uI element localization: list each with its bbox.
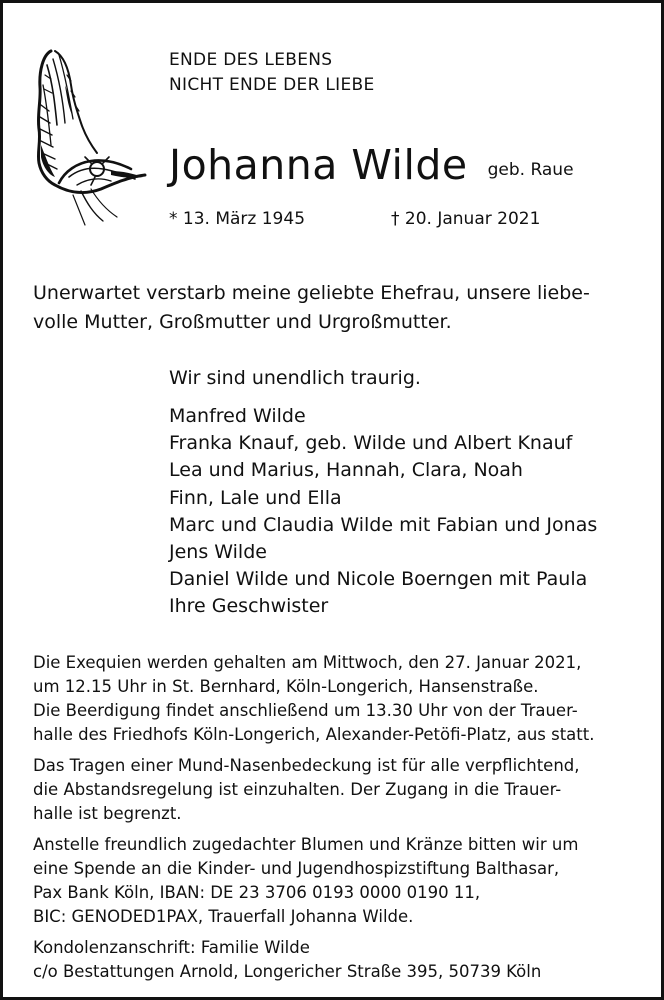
text-line: BIC: GENODED1PAX, Trauerfall Johanna Wilde. (33, 907, 414, 926)
service-paragraph (33, 651, 643, 747)
mourner-entry: Lea und Marius, Hannah, Clara, Noah (169, 459, 523, 482)
deceased-name-line (169, 141, 574, 189)
text-line: Kondolenzanschrift: Familie Wilde (33, 938, 310, 957)
birth-date: * 13. März 1945 (169, 209, 306, 229)
condolence-paragraph (33, 936, 643, 984)
details-section (33, 651, 643, 991)
text-line: c/o Bestattungen Arnold, Longericher Straße 395, 50739 Köln (33, 962, 542, 981)
maiden-name: geb. Raue (487, 160, 574, 180)
intro-line: Unerwartet verstarb meine geliebte Ehefrau, unsere liebe- (33, 282, 590, 304)
text-line: halle des Friedhofs Köln-Longerich, Alexander-Petöfi-Platz, aus statt. (33, 725, 595, 744)
text-line: Die Beerdigung findet anschließend um 13.30 Uhr von der Trauer- (33, 701, 578, 720)
mourner-entry: Jens Wilde (169, 541, 267, 564)
mourner-entry: Finn, Lale und Ella (169, 486, 342, 509)
mourning-statement: Wir sind unendlich traurig. (169, 367, 421, 389)
mourner-entry: Marc und Claudia Wilde mit Fabian und Jonas (169, 513, 598, 536)
text-line: halle ist begrenzt. (33, 804, 182, 823)
text-line: Die Exequien werden gehalten am Mittwoch, den 27. Januar 2021, (33, 653, 582, 672)
intro-text (33, 279, 643, 337)
mourner-entry: Daniel Wilde und Nicole Boerngen mit Paula (169, 568, 588, 591)
mask-paragraph (33, 754, 643, 826)
intro-line: volle Mutter, Großmutter und Urgroßmutter. (33, 311, 452, 333)
mourner-entry: Franka Knauf, geb. Wilde und Albert Knauf (169, 432, 573, 455)
deceased-name: Johanna Wilde (169, 141, 468, 189)
text-line: die Abstandsregelung ist einzuhalten. Der Zugang in die Trauer- (33, 780, 562, 799)
motto (169, 48, 375, 98)
motto-line: NICHT ENDE DER LIEBE (169, 75, 375, 95)
mourner-entry: Manfred Wilde (169, 405, 306, 427)
mourner-entry: Ihre Geschwister (169, 595, 329, 618)
text-line: um 12.15 Uhr in St. Bernhard, Köln-Longerich, Hansenstraße. (33, 677, 539, 696)
death-date: † 20. Januar 2021 (391, 209, 541, 229)
mourners-list (169, 403, 597, 621)
text-line: Anstelle freundlich zugedachter Blumen und Kränze bitten wir um (33, 835, 579, 854)
text-line: Pax Bank Köln, IBAN: DE 23 3706 0193 0000 0190 11, (33, 883, 481, 902)
praying-hands-icon (25, 45, 151, 231)
text-line: eine Spende an die Kinder- und Jugendhospizstiftung Balthasar, (33, 859, 560, 878)
text-line: Das Tragen einer Mund-Nasenbedeckung ist für alle verpflichtend, (33, 756, 580, 775)
donation-paragraph (33, 833, 643, 929)
motto-line: ENDE DES LEBENS (169, 50, 333, 70)
